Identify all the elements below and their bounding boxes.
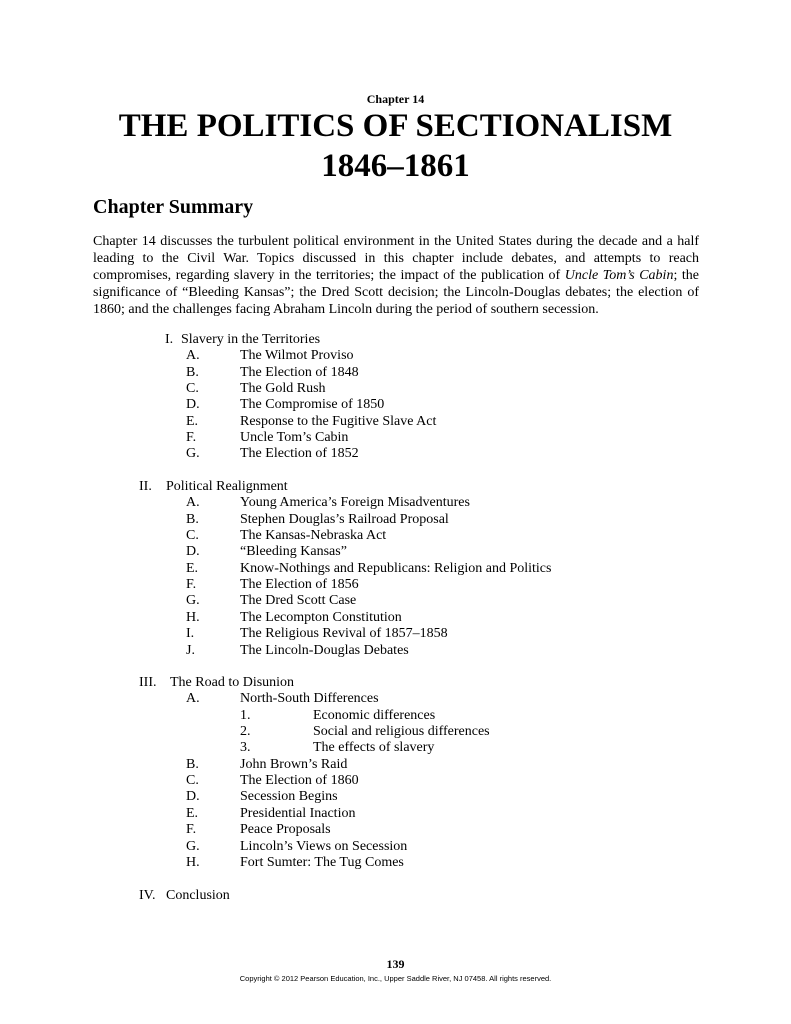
outline-item: The Election of 1860 [240, 773, 359, 789]
item-letter: A. [186, 691, 200, 707]
section-title: Conclusion [166, 888, 230, 903]
item-letter: B. [186, 364, 199, 380]
chapter-label: Chapter 14 [366, 92, 425, 106]
item-letter: C. [186, 773, 199, 789]
section-number: I. [165, 332, 174, 347]
item-letter: A. [186, 495, 200, 511]
outline-item: The Dred Scott Case [240, 593, 357, 609]
outline-item: Stephen Douglas’s Railroad Proposal [240, 511, 449, 527]
subitem-number: 2. [240, 724, 251, 740]
outline-item: The Wilmot Proviso [240, 348, 354, 364]
item-letter: J. [186, 642, 195, 658]
page-number: 139 [386, 957, 405, 971]
outline-item: The Religious Revival of 1857–1858 [240, 626, 448, 642]
outline-item: Presidential Inaction [240, 805, 356, 821]
outline-item: North-South Differences [240, 691, 379, 707]
summary-text-end: ; the significance of “Bleeding Kansas”; the Dred Scott decision; the Lincoln-Douglas debates; the election of 1860; and the challenges facing Abraham Lincoln during the period of southern secession. [93, 268, 699, 317]
outline-item: The Lecompton Constitution [240, 609, 402, 625]
outline-item: “Bleeding Kansas” [240, 544, 347, 560]
summary-italic-title: Uncle Tom’s Cabin [564, 268, 674, 283]
item-letter: F. [186, 577, 197, 593]
section-number: III. [139, 675, 157, 690]
item-letter: D. [186, 544, 200, 560]
item-letter: E. [186, 560, 199, 576]
outline-item: The Gold Rush [240, 381, 326, 397]
section-title: The Road to Disunion [170, 675, 295, 690]
copyright-notice: Copyright © 2012 Pearson Education, Inc., Upper Saddle River, NJ 07458. All rights reserved. [239, 974, 552, 983]
outline-subitem: Economic differences [313, 707, 436, 723]
item-letter: G. [186, 446, 200, 462]
item-letter: D. [186, 789, 200, 805]
item-letter: C. [186, 528, 199, 544]
outline-item: The Election of 1856 [240, 577, 359, 593]
item-letter: G. [186, 593, 200, 609]
item-letter: E. [186, 805, 199, 821]
summary-paragraph [93, 233, 699, 318]
item-letter: D. [186, 397, 200, 413]
outline-item: The Lincoln-Douglas Debates [240, 642, 409, 658]
item-letter: F. [186, 822, 197, 838]
item-letter: B. [186, 756, 199, 772]
summary-text-start: Chapter 14 discusses the turbulent political environment in the United States during the decade and a half leading to the Civil War. Topics discussed in this chapter include debates, and attempts to reach compromises, regarding slavery in the territories; the impact of the publication of [93, 234, 699, 283]
page-title-line-2: 1846–1861 [321, 148, 470, 184]
item-letter: I. [186, 626, 195, 642]
subitem-number: 3. [240, 740, 251, 756]
item-letter: F. [186, 430, 197, 446]
outline-item: Lincoln’s Views on Secession [240, 838, 408, 854]
outline-subitem: Social and religious differences [313, 724, 490, 740]
outline-item: Fort Sumter: The Tug Comes [240, 854, 404, 870]
item-letter: H. [186, 854, 200, 870]
outline-item: Know-Nothings and Republicans: Religion and Politics [240, 560, 552, 576]
item-letter: C. [186, 381, 199, 397]
outline-item: The Election of 1848 [240, 364, 359, 380]
outline-subitem: The effects of slavery [313, 740, 435, 756]
outline-item: The Kansas-Nebraska Act [240, 528, 387, 544]
outline-item: Young America’s Foreign Misadventures [240, 495, 470, 511]
section-number: II. [139, 479, 152, 494]
item-letter: B. [186, 511, 199, 527]
section-title: Slavery in the Territories [181, 332, 321, 347]
page-title-line-1: THE POLITICS OF SECTIONALISM [118, 108, 673, 144]
item-letter: G. [186, 838, 200, 854]
section-number: IV. [139, 888, 156, 903]
outline-item: John Brown’s Raid [240, 756, 348, 772]
subitem-number: 1. [240, 707, 251, 723]
summary-heading: Chapter Summary [93, 196, 254, 218]
page-title [0, 106, 791, 186]
outline-item: Uncle Tom’s Cabin [240, 430, 349, 446]
outline-item: The Election of 1852 [240, 446, 359, 462]
item-letter: H. [186, 609, 200, 625]
item-letter: E. [186, 413, 199, 429]
outline-item: Response to the Fugitive Slave Act [240, 413, 437, 429]
section-title: Political Realignment [166, 479, 288, 494]
item-letter: A. [186, 348, 200, 364]
outline-item: Peace Proposals [240, 822, 331, 838]
outline-item: The Compromise of 1850 [240, 397, 385, 413]
outline-item: Secession Begins [240, 789, 338, 805]
